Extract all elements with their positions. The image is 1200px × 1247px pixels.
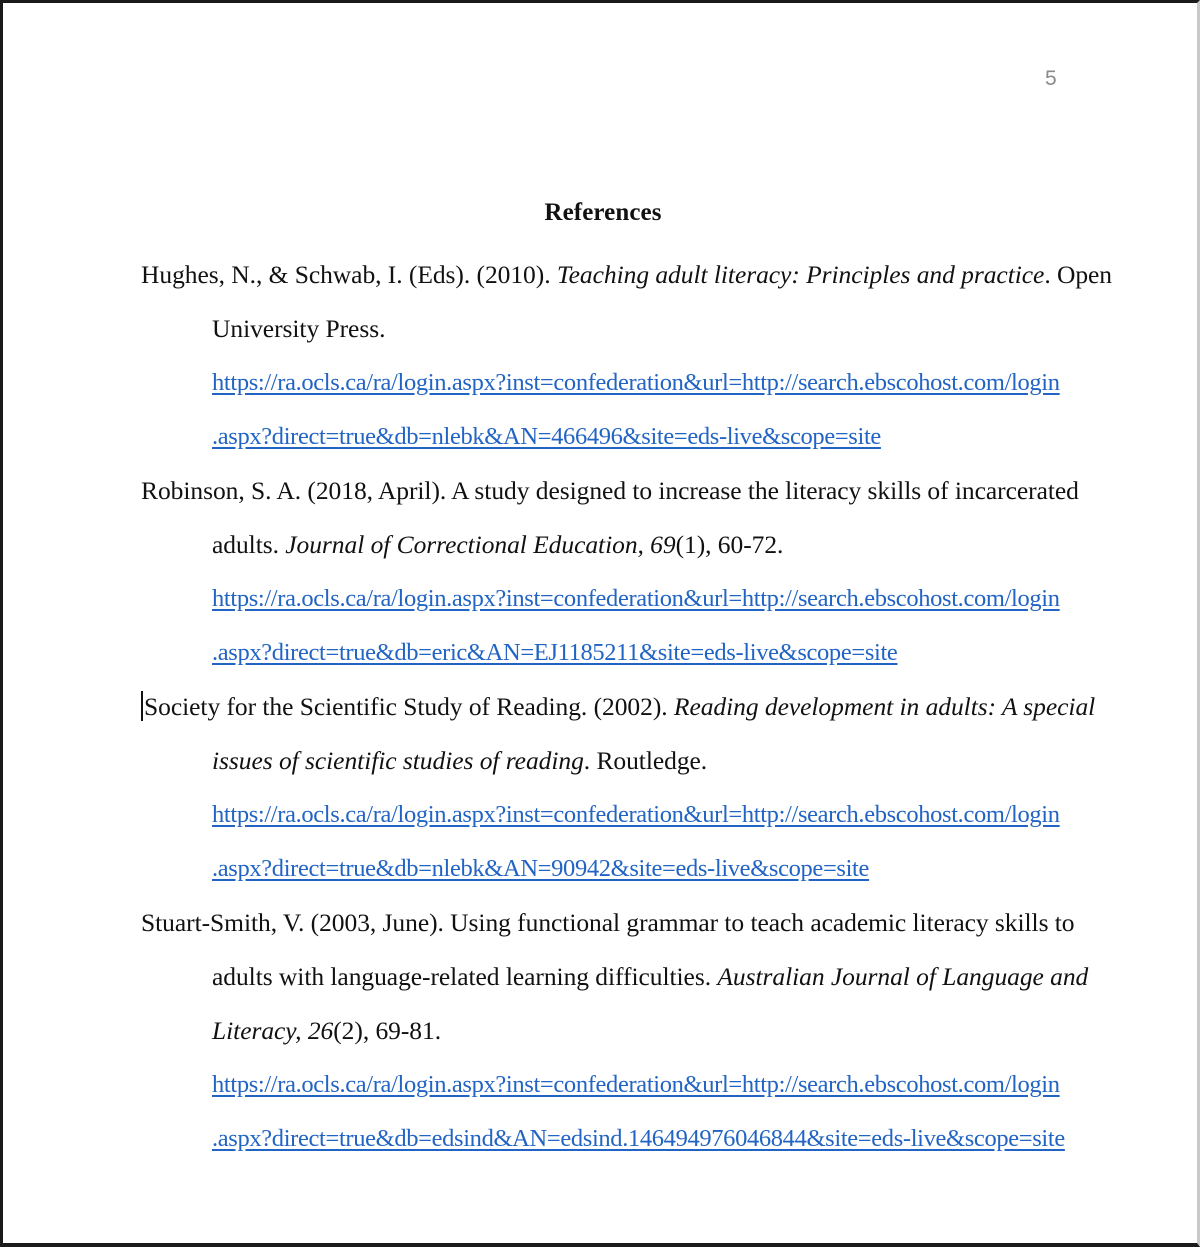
reference-url-link[interactable]: https://ra.ocls.ca/ra/login.aspx?inst=confederation&url=http://search.ebscohost.com/login: [212, 801, 1060, 828]
italic-title-text: Journal of Correctional Education, 69: [285, 530, 676, 559]
reference-list: [141, 248, 1112, 1166]
reference-url-link[interactable]: .aspx?direct=true&db=eric&AN=EJ1185211&site=eds-live&scope=site: [212, 639, 898, 666]
reference-run-text: (2), 69-81.: [333, 1016, 442, 1045]
reference-url-line[interactable]: [141, 626, 1071, 680]
italic-title-text: Literacy, 26: [212, 1016, 334, 1045]
reference-url-line[interactable]: [141, 1058, 1071, 1112]
reference-text-line: [141, 950, 1089, 1004]
reference-url-link[interactable]: .aspx?direct=true&db=edsind&AN=edsind.146494976046844&site=eds-live&scope=site: [212, 1125, 1065, 1152]
page-title: References: [544, 199, 662, 226]
reference-url-line[interactable]: [141, 356, 1071, 410]
italic-title-text: Reading development in adults: A special: [673, 692, 1096, 721]
reference-run-text: adults with language-related learning difficulties.: [212, 962, 718, 991]
reference-url-line[interactable]: [141, 842, 1071, 896]
reference-text-line: [141, 302, 1071, 356]
document-page-sheet[interactable]: [3, 3, 1197, 1243]
reference-entry: [141, 896, 1089, 1166]
reference-text-line: [141, 248, 1112, 302]
reference-url-line[interactable]: [141, 788, 1071, 842]
reference-run-text: . Routledge.: [583, 746, 708, 775]
reference-run-text: Hughes, N., & Schwab, I. (Eds). (2010).: [141, 260, 557, 289]
reference-entry: [141, 464, 1079, 680]
page-number: 5: [1045, 67, 1057, 90]
reference-run-text: . Open: [1044, 260, 1112, 289]
reference-entry: [141, 248, 1112, 464]
reference-url-link[interactable]: .aspx?direct=true&db=nlebk&AN=90942&site=eds-live&scope=site: [212, 855, 870, 882]
reference-run-text: Robinson, S. A. (2018, April). A study designed to increase the literacy skills of incarcerated: [141, 476, 1079, 505]
reference-url-link[interactable]: .aspx?direct=true&db=nlebk&AN=466496&site=eds-live&scope=site: [212, 423, 881, 450]
reference-text-line: [141, 1004, 1071, 1058]
reference-text-line: [141, 464, 1079, 518]
reference-run-text: Society for the Scientific Study of Reading. (2002).: [144, 692, 674, 721]
italic-title-text: Teaching adult literacy: Principles and practice: [556, 260, 1045, 289]
reference-text-line: [141, 896, 1075, 950]
reference-run-text: adults.: [212, 530, 286, 559]
reference-text-line: [141, 518, 1071, 572]
text-caret: [141, 691, 143, 721]
reference-text-line: [141, 680, 1096, 734]
italic-title-text: Australian Journal of Language and: [717, 962, 1089, 991]
reference-url-line[interactable]: [141, 1112, 1071, 1166]
reference-url-link[interactable]: https://ra.ocls.ca/ra/login.aspx?inst=confederation&url=http://search.ebscohost.com/login: [212, 585, 1060, 612]
reference-url-link[interactable]: https://ra.ocls.ca/ra/login.aspx?inst=confederation&url=http://search.ebscohost.com/login: [212, 1071, 1060, 1098]
italic-title-text: issues of scientific studies of reading: [212, 746, 584, 775]
reference-run-text: Stuart-Smith, V. (2003, June). Using functional grammar to teach academic literacy skills to: [141, 908, 1075, 937]
reference-run-text: University Press.: [212, 314, 386, 343]
reference-url-line[interactable]: [141, 572, 1071, 626]
reference-entry: [141, 680, 1096, 896]
reference-text-line: [141, 734, 1071, 788]
reference-url-link[interactable]: https://ra.ocls.ca/ra/login.aspx?inst=confederation&url=http://search.ebscohost.com/login: [212, 369, 1060, 396]
reference-run-text: (1), 60-72.: [675, 530, 784, 559]
reference-url-line[interactable]: [141, 410, 1071, 464]
